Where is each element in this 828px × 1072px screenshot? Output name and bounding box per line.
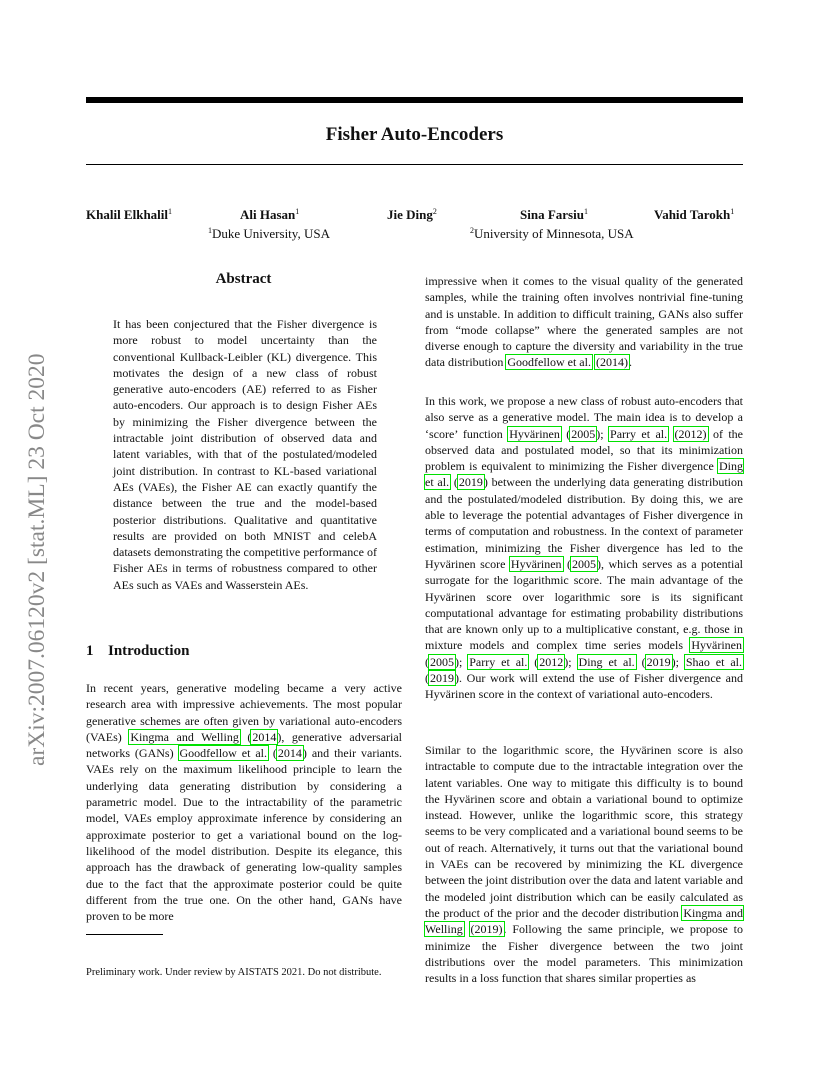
citation-link[interactable]: Goodfellow et al. [179,746,267,761]
citation-link[interactable]: 2005 [430,654,454,669]
citation-link[interactable]: 2014 [277,746,302,761]
intro-paragraph: In recent years, generative modeling became a very active research area with impressive achievements. The most popular generative schemes are often given by variational auto-encoders (VAEs) Kingma and Welling (2014), generative adversarial networks (GANs) Goodfellow et al. (2014) and their variants. VAEs rely on the maximum likelihood principle to learn the underlying data generating distribution by considering a parametric model. Due to the intractability of the parametric model, VAEs employ approximate inference by considering an approximate posterior to get a variational bound on the log-likelihood of the model distribution. Despite its elegance, this approach has the drawback of generating low-quality samples due to the fact that the approximate posterior could be quite different from the true one. On the other hand, GANs have proven to be more [86,681,403,924]
citation-link[interactable]: 2005 [571,426,596,441]
arxiv-watermark [24,286,48,766]
arxiv-identifier: arXiv:2007.06120v2 [stat.ML] 23 Oct 2020 [24,353,50,766]
abstract-heading: Abstract [215,271,272,287]
author-name: Ali Hasan$^1$ [240,207,300,222]
citation-link[interactable]: 2019 [646,654,671,669]
citation-link[interactable]: Hyvärinen [509,426,560,441]
title-top-rule [86,97,743,103]
citation-link[interactable]: Goodfellow et al. [507,355,591,370]
section-heading: 1 Introduction [86,643,190,659]
citation-link[interactable]: Hyvärinen [691,638,742,653]
abstract-text: It has been conjectured that the Fisher divergence is more robust to model uncertainty than the conventional Kullback-Leibler (KL) divergence. This motivates the design of a new class of robust generative auto-encoders (AE) referred to as Fisher auto-encoders. Our approach is to design Fisher AEs by minimizing the Fisher divergence between the intractable joint distribution of observed data and latent variables, with that of the postulated/modeled joint distribution. In contrast to KL-based variational AEs (VAEs), the Fisher AE can exactly quantify the distance between the true and the model-based posterior distributions. Qualitative and quantitative results are provided on both MNIST and celebA datasets demonstrating the competitive performance of Fisher AEs in terms of robustness compared to other AEs such as VAEs and Wasserstein AEs. [113,317,377,592]
body-paragraph: Similar to the logarithmic score, the Hyvärinen score is also intractable to compute due to the intractable integration over the latent variables. One way to mitigate this difficulty is to bound the Hyvärinen score and obtain a variational bound to optimize instead. However, unlike the logarithmic score, this strategy seems to be very complicated and a variational bound seems to be out of reach. Alternatively, it turns out that the variational bound in VAEs can be recovered by minimizing the KL divergence between the joint distribution over the data and latent variable and the modeled joint distribution which can be easily calculated as the product of the prior and the decoder distribution Kingma and Welling (2019). Following the same principle, we propose to minimize the Fisher divergence between the two joint distributions over the model parameters. This minimization results in a loss function that shares similar properties as [425,743,743,986]
footnote: Preliminary work. Under review by AISTATS 2021. Do not distribute. [86,967,382,978]
citation-link[interactable]: 2012 [539,654,564,669]
citation-link[interactable]: Hyvärinen [510,556,562,571]
title-bottom-rule [86,164,743,165]
citation-link[interactable]: Ding et al. [425,459,743,490]
citation-link[interactable]: 2019 [430,671,454,686]
citation-link[interactable]: 2005 [572,556,597,571]
citation-link[interactable]: (2012) [674,426,707,441]
affiliation: $^1$Duke University, USA [208,226,330,241]
author-name: Sina Farsiu$^1$ [520,207,588,222]
body-paragraph: In this work, we propose a new class of robust auto-encoders that also serve as a generative model. The main idea is to develop a ‘score’ function Hyvärinen (2005); Parry et al. (2012) of the observed data and postulated model, so that its minimization problem is equivalent to minimizing the Fisher divergence Ding et al. (2019) between the underlying data generating distribution and the postulated/modeled distribution. By doing this, we are able to leverage the potential advantages of Fisher divergence in terms of computation and robustness. In the context of parameter estimation, minimizing the Fisher divergence has led to the Hyvärinen score Hyvärinen (2005), which serves as a potential surrogate for the logarithmic score. The main advantage of the Hyvärinen score over logarithmic sore is its significant computational advantage for estimating probability distributions that are known only up to a multiplicative constant, e.g. those in mixture models and complex time series models Hyvärinen (2005); Parry et al. (2012); Ding et al. (2019); Shao et al. (2019). Our work will extend the use of Fisher divergence and Hyvärinen score in the context of variational auto-encoders. [425,394,744,702]
citation-link[interactable]: Parry et al. [469,654,528,669]
affiliation: $^2$University of Minnesota, USA [470,226,634,241]
author-name: Vahid Tarokh$^1$ [654,207,735,222]
citation-link[interactable]: Kingma and Welling [130,729,239,744]
footnote-rule [86,934,163,935]
author-name: Jie Ding$^2$ [387,207,437,222]
author-name: Khalil Elkhalil$^1$ [86,207,173,222]
body-paragraph: impressive when it comes to the visual quality of the generated samples, while the training often involves nontrivial fine-tuning and is unstable. In addition to difficult training, GANs also suffer from “mode collapse” where the generated samples are not diverse enough to capture the diversity and variability in the true data distribution Goodfellow et al. (2014). [425,274,743,370]
citation-link[interactable]: Shao et al. [685,654,742,669]
paper-title: Fisher Auto-Encoders [325,124,504,145]
citation-link[interactable]: (2019) [470,922,503,937]
citation-link[interactable]: Parry et al. [610,426,668,441]
citation-link[interactable]: Ding et al. [578,654,635,669]
citation-link[interactable]: (2014) [595,355,628,370]
citation-link[interactable]: 2014 [252,729,277,744]
citation-link[interactable]: Kingma and Welling [425,905,743,937]
citation-link[interactable]: 2019 [458,475,483,490]
